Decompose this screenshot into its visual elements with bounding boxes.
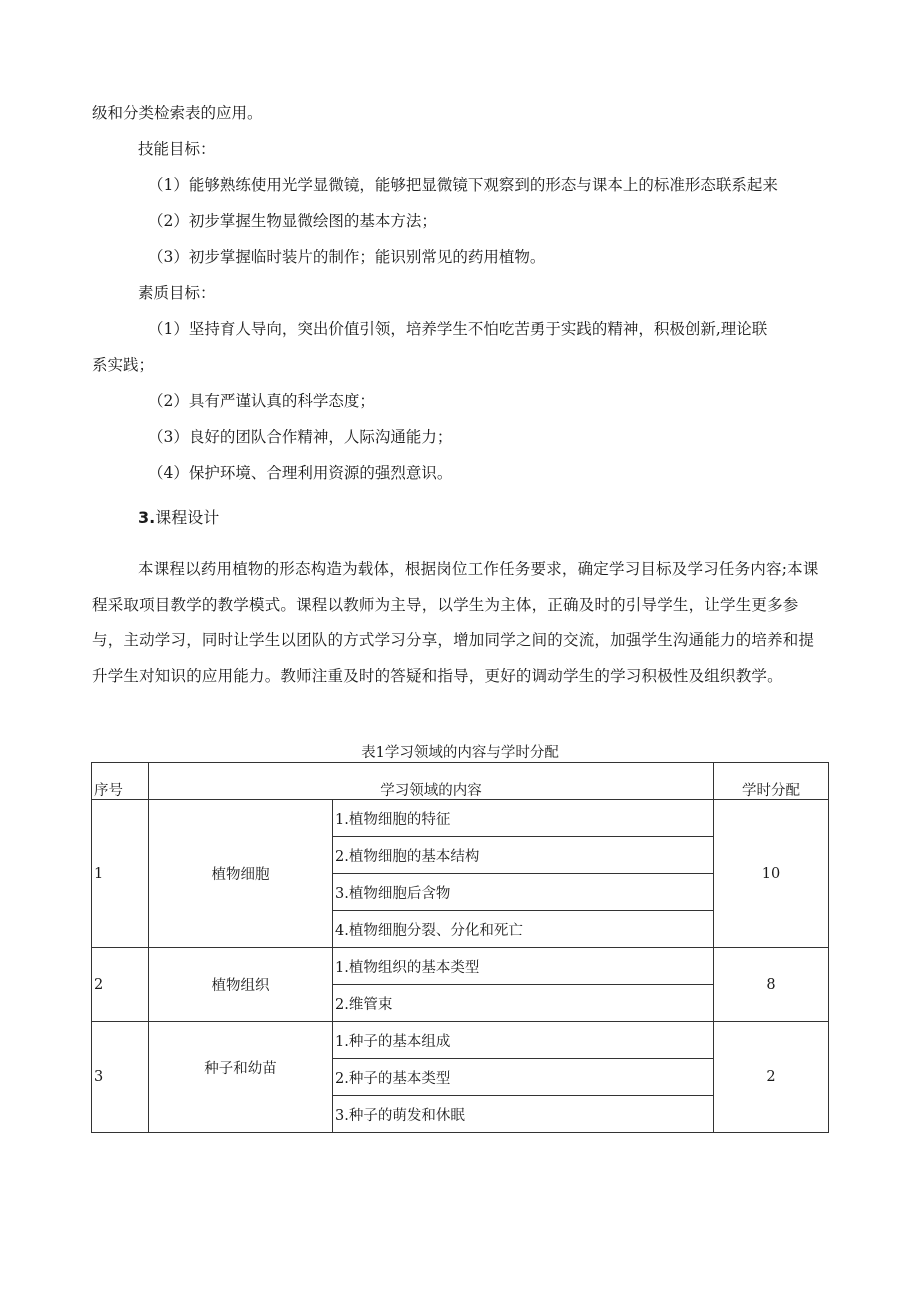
table-row [92, 948, 829, 985]
quality-goal-item: （3）良好的团队合作精神，人际沟通能力； [148, 428, 453, 446]
skill-goal-item: （1）能够熟练使用光学显微镜，能够把显微镜下观察到的形态与课本上的标准形态联系起来 [148, 176, 778, 194]
header-index [92, 763, 149, 800]
row-area [149, 1022, 333, 1133]
skill-goal-item: （2）初步掌握生物显微绘图的基本方法； [148, 212, 437, 230]
row-hours: 2 [714, 1022, 829, 1133]
row-item: 2.维管束 [333, 985, 714, 1022]
section-heading [138, 507, 219, 529]
row-item: 3.种子的萌发和休眠 [333, 1096, 714, 1133]
row-area: 植物细胞 [149, 800, 333, 948]
quality-goal-item: （1）坚持育人导向，突出价值引领，培养学生不怕吃苦勇于实践的精神，积极创新,理论联 [148, 320, 768, 338]
header-index-label: 序号 [94, 782, 123, 799]
row-item: 1.种子的基本组成 [333, 1022, 714, 1059]
header-content-label: 学习领域的内容 [380, 782, 482, 799]
row-area-label: 种子和幼苗 [204, 1060, 277, 1077]
header-hours [714, 763, 829, 800]
row-area: 植物组织 [149, 948, 333, 1022]
learning-areas-table [91, 762, 829, 1133]
intro-tail-text: 级和分类检索表的应用。 [92, 104, 263, 122]
row-item: 1.植物细胞的特征 [333, 800, 714, 837]
table-row [92, 800, 829, 837]
quality-goal-item: （4）保护环境、合理利用资源的强烈意识。 [148, 464, 453, 482]
quality-goal-item: （2）具有严谨认真的科学态度； [148, 392, 375, 410]
header-hours-label: 学时分配 [742, 782, 800, 799]
quality-goals-heading: 素质目标： [138, 284, 216, 302]
quality-goal-item-continued: 系实践； [92, 356, 155, 374]
row-hours: 10 [714, 800, 829, 948]
section-title: 课程设计 [155, 508, 220, 527]
row-index: 2 [92, 948, 149, 1022]
design-paragraph: 本课程以药用植物的形态构造为载体，根据岗位工作任务要求，确定学习目标及学习任务内容;本课程采取项目教学的教学模式。课程以教师为主导，以学生为主体，正确及时的引导学生，让学生更多参与，主动学习，同时让学生以团队的方式学习分享，增加同学之间的交流，加强学生沟通能力的培养和提升学生对知识的应用能力。教师注重及时的答疑和指导，更好的调动学生的学习积极性及组织教学。 [92, 560, 819, 685]
table-caption: 表1学习领域的内容与学时分配 [361, 745, 559, 761]
row-item: 4.植物细胞分裂、分化和死亡 [333, 911, 714, 948]
header-content [149, 763, 714, 800]
section-number: 3. [138, 508, 156, 527]
row-index: 1 [92, 800, 149, 948]
table-row [92, 1022, 829, 1059]
table-header-row [92, 763, 829, 800]
skill-goal-item: （3）初步掌握临时装片的制作；能识别常见的药用植物。 [148, 248, 546, 266]
skill-goals-heading: 技能目标： [138, 140, 216, 158]
row-hours: 8 [714, 948, 829, 1022]
row-item: 1.植物组织的基本类型 [333, 948, 714, 985]
row-index: 3 [92, 1022, 149, 1133]
row-item: 2.种子的基本类型 [333, 1059, 714, 1096]
row-item: 3.植物细胞后含物 [333, 874, 714, 911]
row-item: 2.植物细胞的基本结构 [333, 837, 714, 874]
